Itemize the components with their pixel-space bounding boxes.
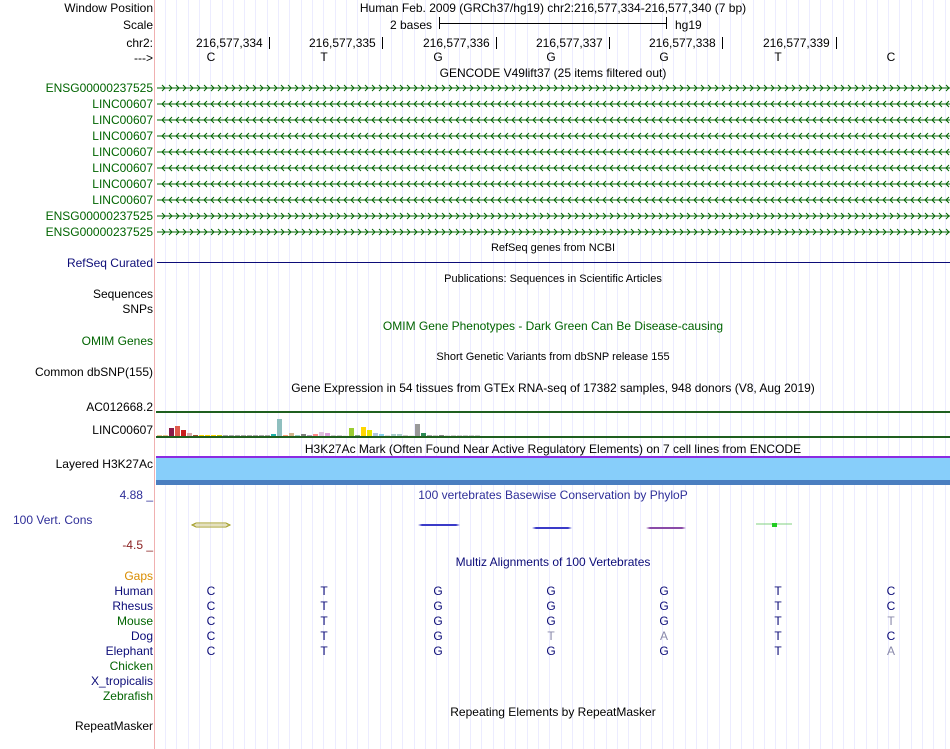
gene-strand-arrows — [156, 162, 950, 174]
guide-line — [504, 0, 505, 749]
scale-bar — [439, 23, 666, 24]
guide-line — [335, 0, 336, 749]
h3k27ac-track-title: H3K27Ac Mark (Often Found Near Active Regulatory Elements) on 7 cell lines from ENCODE — [304, 442, 802, 456]
alignment-base: T — [320, 614, 328, 628]
guide-line — [346, 0, 347, 749]
guide-line — [786, 0, 787, 749]
refseq-label[interactable]: RefSeq Curated — [66, 256, 153, 270]
guide-line — [707, 0, 708, 749]
ruler-position-label: 216,577,337 — [536, 36, 603, 50]
alignment-base: T — [320, 629, 328, 643]
alignment-base: T — [320, 584, 328, 598]
gencode-gene-label[interactable]: LINC00607 — [92, 129, 153, 143]
ruler-tick — [722, 37, 723, 49]
guide-line — [628, 0, 629, 749]
phylop-label[interactable]: 100 Vert. Cons — [13, 513, 93, 527]
alignment-base: G — [546, 644, 556, 658]
gencode-gene-label[interactable]: LINC00607 — [92, 177, 153, 191]
species-label[interactable]: Human — [114, 584, 153, 598]
alignment-base: G — [433, 599, 443, 613]
ruler-tick — [382, 37, 383, 49]
gene-strand-arrows — [156, 82, 950, 94]
gencode-gene-label[interactable]: ENSG00000237525 — [45, 209, 153, 223]
gene-strand-arrows — [156, 146, 950, 158]
guide-line — [312, 0, 313, 749]
reference-base: G — [659, 50, 669, 64]
guide-line — [199, 0, 200, 749]
gene-strand-arrows — [156, 114, 950, 126]
gencode-gene-label[interactable]: LINC00607 — [92, 145, 153, 159]
window-position-label: Window Position — [64, 1, 153, 15]
reference-base: C — [886, 50, 896, 64]
dbsnp-track-title: Short Genetic Variants from dbSNP release 155 — [436, 351, 670, 363]
ruler-position-label: 216,577,334 — [196, 36, 263, 50]
alignment-base: C — [206, 614, 216, 628]
gencode-gene-label[interactable]: LINC00607 — [92, 161, 153, 175]
h3k27ac-label[interactable]: Layered H3K27Ac — [55, 457, 153, 471]
guide-line — [368, 0, 369, 749]
guide-line — [380, 0, 381, 749]
alignment-base: G — [659, 614, 669, 628]
alignment-base: T — [774, 599, 782, 613]
species-label[interactable]: Elephant — [105, 644, 153, 658]
guide-line — [809, 0, 810, 749]
guide-line — [561, 0, 562, 749]
gtex-row1-line — [156, 411, 950, 413]
guide-line — [583, 0, 584, 749]
guide-line — [696, 0, 697, 749]
gencode-gene-row[interactable] — [156, 98, 950, 110]
guide-line — [391, 0, 392, 749]
guide-line — [357, 0, 358, 749]
gtex-label-linc00607[interactable]: LINC00607 — [92, 423, 153, 437]
gencode-gene-row[interactable] — [156, 226, 950, 238]
guide-line — [255, 0, 256, 749]
scale-label: Scale — [122, 18, 153, 32]
gene-strand-arrows — [156, 194, 950, 206]
reference-base: T — [774, 50, 782, 64]
guide-line — [459, 0, 460, 749]
ruler-position-label: 216,577,338 — [649, 36, 716, 50]
gencode-gene-label[interactable]: ENSG00000237525 — [45, 81, 153, 95]
phylop-max-label: 4.88 _ — [119, 488, 153, 502]
repeatmasker-track-title: Repeating Elements by RepeatMasker — [450, 705, 656, 719]
gtex-tissue-bar[interactable] — [169, 428, 174, 436]
gtex-row2-line — [156, 436, 950, 438]
gene-strand-arrows — [156, 210, 950, 222]
gtex-tissue-bar[interactable] — [175, 426, 180, 436]
guide-line — [911, 0, 912, 749]
alignment-base: A — [659, 629, 668, 643]
alignment-base: C — [206, 584, 216, 598]
repeatmasker-label[interactable]: RepeatMasker — [74, 719, 153, 733]
h3k27ac-bottom-band — [156, 480, 950, 485]
multiz-track-title: Multiz Alignments of 100 Vertebrates — [455, 555, 651, 569]
gencode-gene-row[interactable] — [156, 210, 950, 222]
gtex-track-title: Gene Expression in 54 tissues from GTEx RNA-seq of 17382 samples, 948 donors (V8, Aug 2019) — [291, 381, 815, 395]
phylop-track-title: 100 vertebrates Basewise Conservation by PhyloP — [418, 488, 688, 502]
alignment-base: T — [774, 629, 782, 643]
guide-line — [527, 0, 528, 749]
ruler-position-label: 216,577,339 — [763, 36, 830, 50]
refseq-track-title: RefSeq genes from NCBI — [490, 242, 616, 254]
gencode-gene-row[interactable] — [156, 162, 950, 174]
guide-line — [685, 0, 686, 749]
guide-line — [843, 0, 844, 749]
guide-line — [572, 0, 573, 749]
guide-line — [719, 0, 720, 749]
guide-line — [481, 0, 482, 749]
scale-bar-right — [666, 17, 667, 29]
reference-base: G — [546, 50, 556, 64]
reference-base: T — [320, 50, 328, 64]
alignment-base: G — [659, 644, 669, 658]
alignment-base: G — [433, 584, 443, 598]
reference-base: G — [433, 50, 443, 64]
ruler-tick — [609, 37, 610, 49]
scale-assembly: hg19 — [675, 18, 702, 32]
guide-line — [233, 0, 234, 749]
multiz-gaps-label: Gaps — [124, 569, 153, 583]
guide-line — [594, 0, 595, 749]
species-label[interactable]: X_tropicalis — [90, 674, 153, 688]
refseq-gene-line[interactable] — [157, 262, 950, 263]
guide-line — [402, 0, 403, 749]
guide-line — [866, 0, 867, 749]
guide-line — [538, 0, 539, 749]
alignment-base: C — [886, 599, 896, 613]
alignment-base: C — [886, 629, 896, 643]
guide-line — [640, 0, 641, 749]
alignment-base: G — [659, 584, 669, 598]
alignment-base: T — [887, 614, 895, 628]
gencode-gene-row[interactable] — [156, 82, 950, 94]
phylop-signal[interactable] — [156, 515, 950, 535]
guide-line — [832, 0, 833, 749]
ruler-tick — [496, 37, 497, 49]
gencode-gene-label[interactable]: LINC00607 — [92, 97, 153, 111]
gencode-gene-label[interactable]: LINC00607 — [92, 113, 153, 127]
guide-line — [278, 0, 279, 749]
gene-strand-arrows — [156, 178, 950, 190]
gencode-gene-row[interactable] — [156, 146, 950, 158]
strand-label: ---> — [134, 51, 153, 65]
gtex-tissue-bar[interactable] — [415, 424, 420, 436]
guide-line — [730, 0, 731, 749]
alignment-base: G — [433, 629, 443, 643]
ruler-position-label: 216,577,336 — [423, 36, 490, 50]
guide-line — [741, 0, 742, 749]
guide-line — [651, 0, 652, 749]
guide-line — [493, 0, 494, 749]
alignment-base: T — [774, 614, 782, 628]
h3k27ac-signal[interactable] — [156, 458, 950, 480]
alignment-base: T — [774, 584, 782, 598]
scale-text: 2 bases — [390, 18, 433, 32]
species-label[interactable]: Mouse — [116, 614, 153, 628]
guide-line — [753, 0, 754, 749]
alignment-base: T — [547, 629, 555, 643]
guide-line — [301, 0, 302, 749]
species-label[interactable]: Dog — [130, 629, 153, 643]
ruler-position-label: 216,577,335 — [309, 36, 376, 50]
guide-line — [425, 0, 426, 749]
guide-line — [764, 0, 765, 749]
guide-line — [606, 0, 607, 749]
guide-line — [933, 0, 934, 749]
gtex-tissue-bar[interactable] — [361, 427, 366, 436]
guide-line — [798, 0, 799, 749]
alignment-base: T — [320, 644, 328, 658]
guide-line — [820, 0, 821, 749]
alignment-base: C — [206, 644, 216, 658]
gencode-gene-label[interactable]: LINC00607 — [92, 193, 153, 207]
alignment-base: G — [659, 599, 669, 613]
alignment-base: T — [320, 599, 328, 613]
gtex-tissue-bar[interactable] — [277, 419, 282, 436]
chrom-label: chr2: — [126, 36, 153, 50]
alignment-base: G — [433, 614, 443, 628]
species-label[interactable]: Rhesus — [112, 599, 153, 613]
alignment-base: C — [206, 599, 216, 613]
guide-line — [899, 0, 900, 749]
guide-line — [165, 0, 166, 749]
omim-label[interactable]: OMIM Genes — [81, 334, 153, 348]
guide-line — [448, 0, 449, 749]
gene-strand-arrows — [156, 98, 950, 110]
alignment-base: G — [433, 644, 443, 658]
window-position-title: Human Feb. 2009 (GRCh37/hg19) chr2:216,577,334-216,577,340 (7 bp) — [359, 1, 747, 15]
alignment-base: A — [886, 644, 895, 658]
guide-line — [222, 0, 223, 749]
gene-strand-arrows — [156, 130, 950, 142]
guide-line — [877, 0, 878, 749]
ruler-tick — [269, 37, 270, 49]
publications-track-title: Publications: Sequences in Scientific Articles — [444, 273, 662, 285]
gencode-gene-row[interactable] — [156, 194, 950, 206]
gtex-label-ac012668[interactable]: AC012668.2 — [86, 400, 153, 414]
omim-track-title: OMIM Gene Phenotypes - Dark Green Can Be Disease-causing — [382, 319, 724, 333]
guide-line — [414, 0, 415, 749]
guide-line — [267, 0, 268, 749]
publications-label-snps[interactable]: SNPs — [122, 302, 153, 316]
guide-line — [922, 0, 923, 749]
gene-strand-arrows — [156, 226, 950, 238]
gencode-gene-row[interactable] — [156, 114, 950, 126]
guide-line — [470, 0, 471, 749]
alignment-base: C — [206, 629, 216, 643]
species-label[interactable]: Chicken — [109, 659, 153, 673]
species-label[interactable]: Zebrafish — [102, 689, 153, 703]
alignment-base: G — [546, 584, 556, 598]
publications-label-sequences[interactable]: Sequences — [92, 287, 153, 301]
reference-base: C — [206, 50, 216, 64]
guide-line — [673, 0, 674, 749]
guide-line — [945, 0, 946, 749]
guide-line — [176, 0, 177, 749]
alignment-base: G — [546, 599, 556, 613]
gencode-gene-label[interactable]: ENSG00000237525 — [45, 225, 153, 239]
alignment-base: T — [774, 644, 782, 658]
label-divider — [154, 0, 155, 749]
guide-line — [289, 0, 290, 749]
dbsnp-label[interactable]: Common dbSNP(155) — [34, 365, 153, 379]
alignment-base: G — [546, 614, 556, 628]
alignment-base: C — [886, 584, 896, 598]
gtex-tissue-bar[interactable] — [349, 428, 354, 436]
phylop-min-label: -4.5 _ — [122, 538, 153, 552]
guide-line — [515, 0, 516, 749]
ruler-tick — [836, 37, 837, 49]
guide-line — [244, 0, 245, 749]
gencode-track-title: GENCODE V49lift37 (25 items filtered out) — [439, 66, 667, 80]
guide-line — [854, 0, 855, 749]
gencode-gene-row[interactable] — [156, 178, 950, 190]
guide-line — [188, 0, 189, 749]
guide-line — [617, 0, 618, 749]
gencode-gene-row[interactable] — [156, 130, 950, 142]
